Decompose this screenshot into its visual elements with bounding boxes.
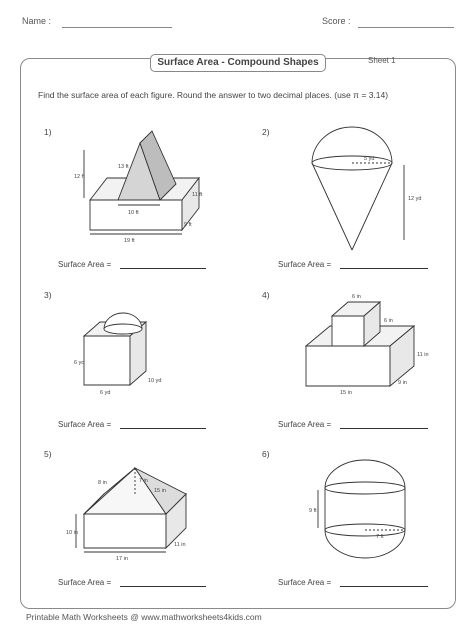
figure-2-cone-hemisphere (312, 127, 404, 250)
dim-label: 11 in (174, 542, 186, 548)
answer-line[interactable] (120, 428, 206, 429)
dim-label: 6 in (384, 318, 393, 324)
dim-label: 7 ft (376, 534, 384, 540)
surface-area-label: Surface Area = (58, 260, 112, 269)
dim-label: 6 in (352, 294, 361, 300)
dim-label: 10 ft (128, 210, 139, 216)
answer-line[interactable] (120, 586, 206, 587)
dim-label: 15 in (340, 390, 352, 396)
surface-area-label: Surface Area = (58, 578, 112, 587)
name-label: Name : (22, 16, 52, 26)
figure-1-box-prism (84, 131, 199, 234)
dim-label: 9 ft (309, 508, 317, 514)
problem-number: 4) (262, 290, 270, 300)
problem-number: 3) (44, 290, 52, 300)
dim-label: 6 yd (74, 360, 85, 366)
dim-label: 10 in (66, 530, 78, 536)
dim-label: 11 in (417, 352, 429, 358)
figure-5-box-pyramid (76, 468, 186, 552)
answer-line[interactable] (340, 428, 428, 429)
surface-area-label: Surface Area = (278, 578, 332, 587)
worksheet-title: Surface Area - Compound Shapes (150, 54, 326, 72)
surface-area-label: Surface Area = (278, 260, 332, 269)
answer-line[interactable] (120, 268, 206, 269)
figure-4-stacked-prisms (306, 302, 414, 386)
problem-number: 1) (44, 127, 52, 137)
score-label: Score : (322, 16, 351, 26)
problem-number: 5) (44, 449, 52, 459)
dim-label: 13 ft (118, 164, 129, 170)
surface-area-label: Surface Area = (278, 420, 332, 429)
surface-area-label: Surface Area = (58, 420, 112, 429)
problem-number: 6) (262, 449, 270, 459)
dim-label: 5 yd (364, 156, 375, 162)
dim-label: 15 in (154, 488, 166, 494)
dim-label: 12 yd (408, 196, 422, 202)
dim-label: 7 in (139, 478, 148, 484)
dim-label: 8 in (98, 480, 107, 486)
problem-number: 2) (262, 127, 270, 137)
dim-label: 6 yd (100, 390, 111, 396)
dim-label: 19 ft (124, 238, 135, 244)
figure-6-capsule (318, 460, 405, 558)
dim-label: 12 ft (74, 174, 85, 180)
answer-line[interactable] (340, 268, 428, 269)
sheet-label: Sheet 1 (368, 56, 396, 65)
figure-3-cube-hemisphere (84, 313, 146, 385)
dim-label: 9 in (398, 380, 407, 386)
instructions: Find the surface area of each figure. Round the answer to two decimal places. (use π = 3.14) (38, 90, 389, 100)
answer-line[interactable] (340, 586, 428, 587)
dim-label: 10 yd (148, 378, 162, 384)
dim-label: 9 ft (184, 222, 192, 228)
dim-label: 17 in (116, 556, 128, 562)
footer-text: Printable Math Worksheets @ www.mathworksheets4kids.com (26, 612, 262, 622)
dim-label: 11 ft (192, 192, 203, 198)
